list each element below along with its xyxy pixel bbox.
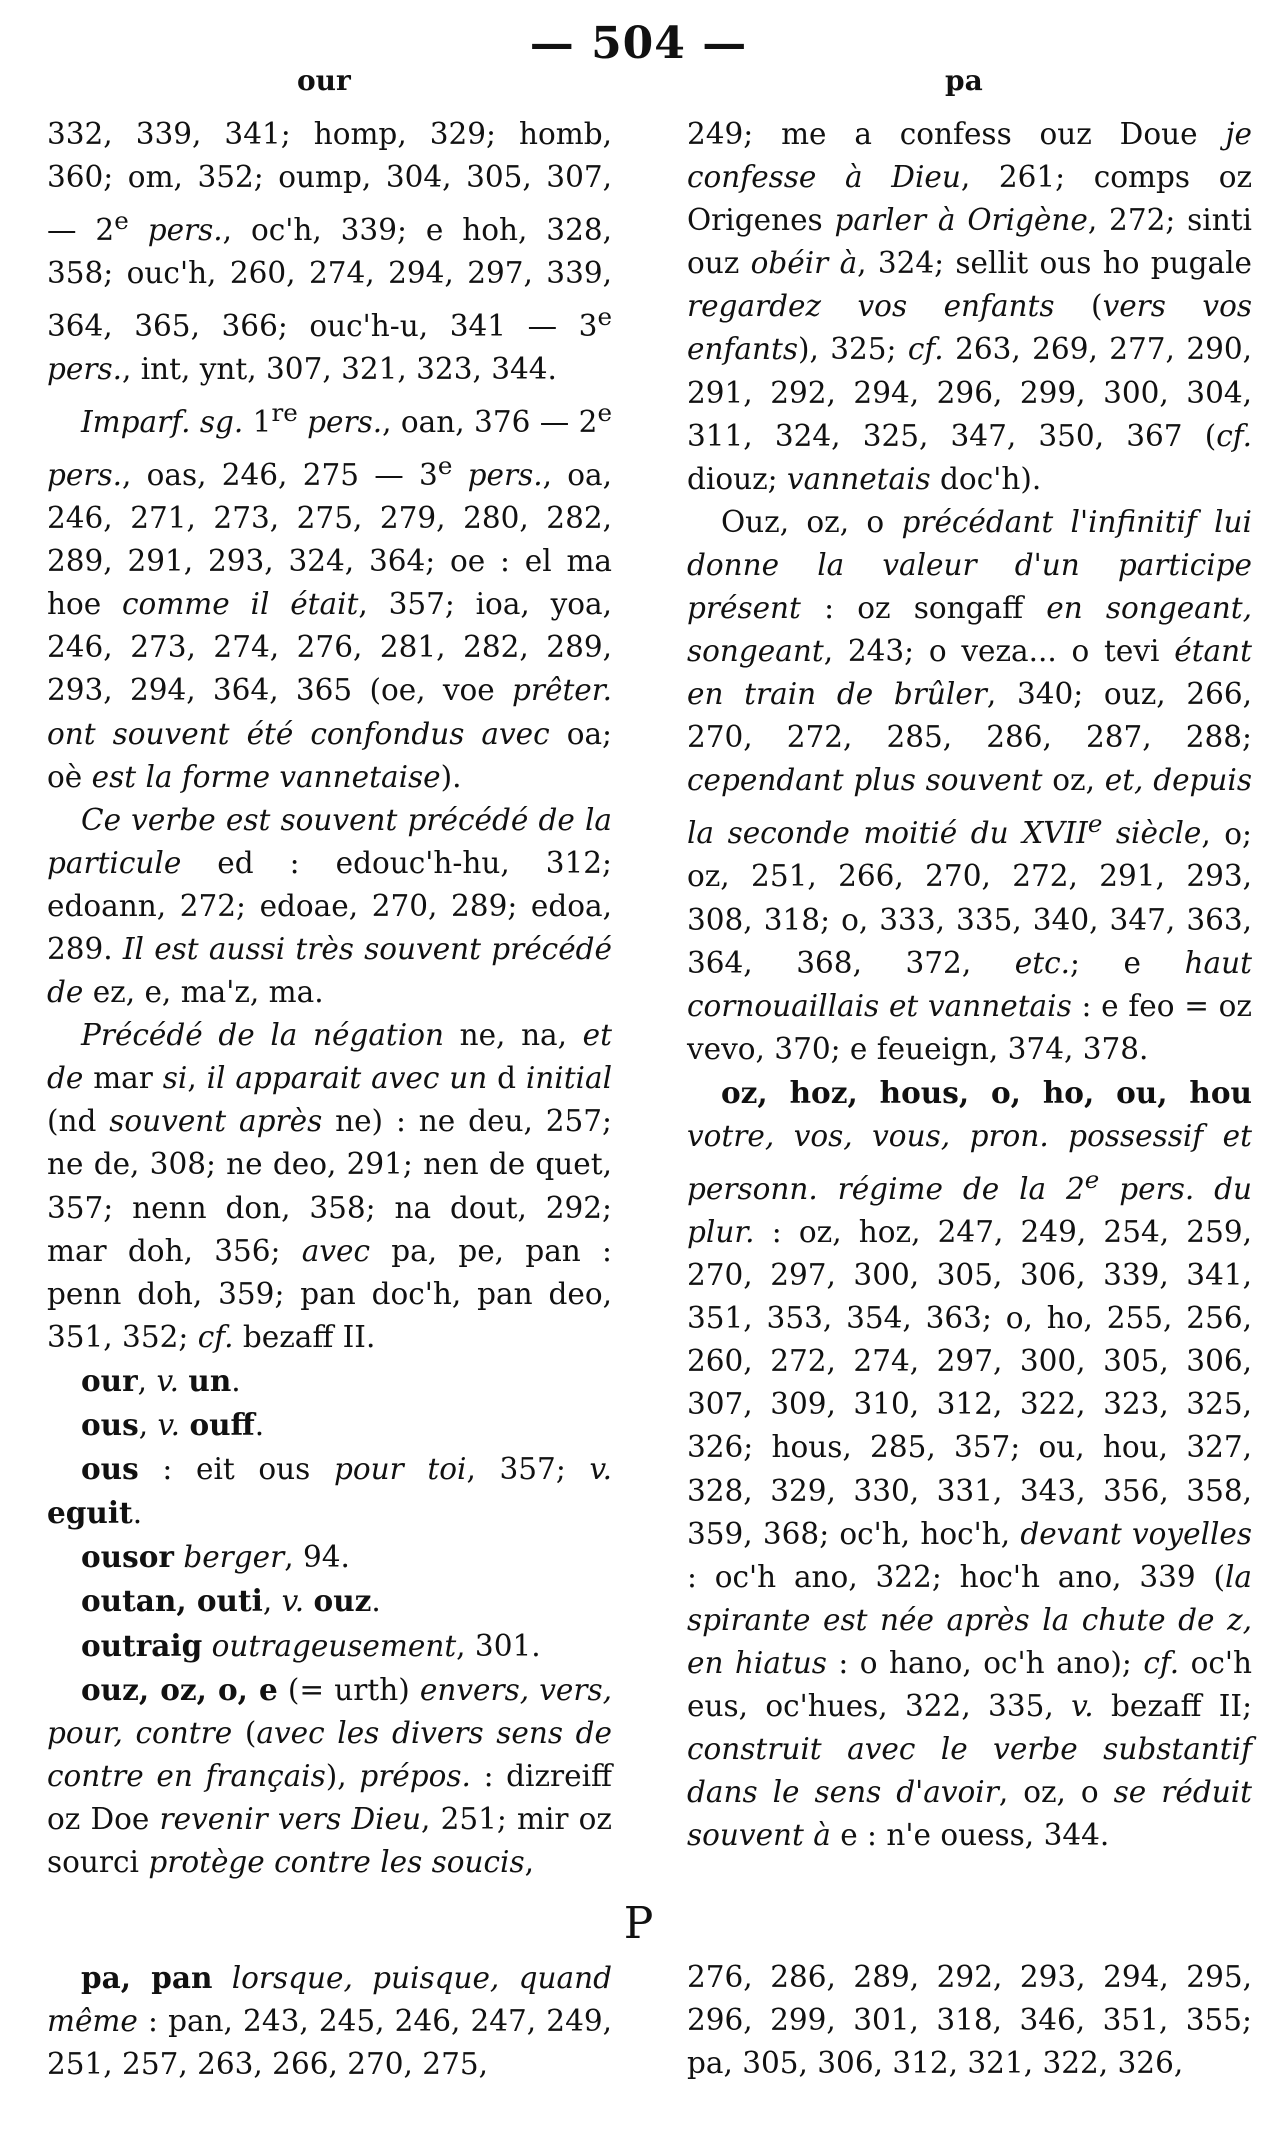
left-column-entry: 332, 339, 341; homp, 329; homb, 360; om, 352; oump, 304, 305, 307, — 2e pers., oc'h, 339; e hoh, 328, 358; ouc'h, 260, 274, 294, 297, 339, 364, 365, 366; ouc'h-u, 341 — 3e pers., int, ynt, 307, 321, 323, 344. [47,117,612,387]
left-column-entry: ousor berger, 94. [81,1539,350,1575]
bottom-left-entry: pa, pan lorsque, puisque, quand même : pan, 243, 245, 246, 247, 249, 251, 257, 263, 266, 270, 275, [47,1960,612,2082]
left-column-entry: outan, outi, v. ouz. [81,1583,381,1619]
left-column-entry: Précédé de la négation ne, na, et de mar si, il apparait avec un d initial (nd souvent après ne) : ne deu, 257; ne de, 308; ne deo, 291; nen de quet, 357; nenn don, 358; na dout, 292; mar doh, 356; avec pa, pe, pan : penn doh, 359; pan doc'h, pan deo, 351, 352; cf. bezaff II. [47,1018,613,1354]
left-column-entry: our, v. un. [81,1362,241,1398]
left-column-entry: ous : eit ous pour toi, 357; v. eguit. [47,1451,612,1531]
page-number: — 504 — [529,18,748,69]
running-head-right: pa [945,64,983,97]
section-letter: P [623,1898,654,1949]
right-column-entry: 249; me a confess ouz Doue je confesse à Dieu, 261; comps oz Origenes parler à Origène, 272; sinti ouz obéir à, 324; sellit ous ho pugale regardez vos enfants (vers vos enfants), 325; cf. 263, 269, 277, 290, 291, 292, 294, 296, 299, 300, 304, 311, 324, 325, 347, 350, 367 (cf. diouz; vannetais doc'h). [687,117,1253,496]
bottom-right-entry: 276, 286, 289, 292, 293, 294, 295, 296, 299, 301, 318, 346, 351, 355; pa, 305, 306, 312, 321, 322, 326, [687,1960,1252,2081]
left-column-entry: Ce verbe est souvent précédé de la particule ed : edouc'h-hu, 312; edoann, 272; edoae, 270, 289; edoa, 289. Il est aussi très souvent précédé de ez, e, ma'z, ma. [47,802,613,1010]
bottom-right-column [687,1956,1252,2085]
right-column-entry: Ouz, oz, o précédant l'infinitif lui donne la valeur d'un participe présent : oz songaff en songeant, songeant, 243; o veza... o tevi étant en train de brûler, 340; ouz, 266, 270, 272, 285, 286, 287, 288; cependant plus souvent oz, et, depuis la seconde moitié du XVIIe siècle, o; oz, 251, 266, 270, 272, 291, 293, 308, 318; o, 333, 335, 340, 347, 363, 364, 368, 372, etc.; e haut cornouaillais et vannetais : e feo = oz vevo, 370; e feueign, 374, 378. [687,504,1252,1066]
left-column-entry: ous, v. ouff. [81,1407,265,1443]
left-column-entry: ouz, oz, o, e (= urth) envers, vers, pour, contre (avec les divers sens de contre en français), prépos. : dizreiff oz Doe revenir vers Dieu, 251; mir oz sourci protège contre les soucis, [47,1671,612,1879]
bottom-left-column [47,1956,612,2086]
right-column [687,113,1252,1857]
left-column-entry: Imparf. sg. 1re pers., oan, 376 — 2e pers., oas, 246, 275 — 3e pers., oa, 246, 271, 273, 275, 279, 280, 282, 289, 291, 293, 324, 364; oe : el ma hoe comme il était, 357; ioa, yoa, 246, 273, 274, 276, 281, 282, 289, 293, 294, 364, 365 (oe, voe prêter. ont souvent été confondus avec oa; oè est la forme vannetaise). [47,398,612,794]
right-column-entry: oz, hoz, hous, o, ho, ou, hou votre, vos, vous, pron. possessif et personn. régime de la 2e pers. du plur. : oz, hoz, 247, 249, 254, 259, 270, 297, 300, 305, 306, 339, 341, 351, 353, 354, 363; o, ho, 255, 256, 260, 272, 274, 297, 300, 305, 306, 307, 309, 310, 312, 322, 323, 325, 326; hous, 285, 357; ou, hou, 327, 328, 329, 330, 331, 343, 356, 358, 359, 368; oc'h, hoc'h, devant voyelles : oc'h ano, 322; hoc'h ano, 339 (la spirante est née après la chute de z, en hiatus : o hano, oc'h ano); cf. oc'h eus, oc'hues, 322, 335, v. bezaff II; construit avec le verbe substantif dans le sens d'avoir, oz, o se réduit souvent à e : n'e ouess, 344. [687,1074,1253,1853]
running-head-left: our [297,64,351,97]
left-column-entry: outraig outrageusement, 301. [81,1627,541,1663]
left-column [47,113,612,1884]
